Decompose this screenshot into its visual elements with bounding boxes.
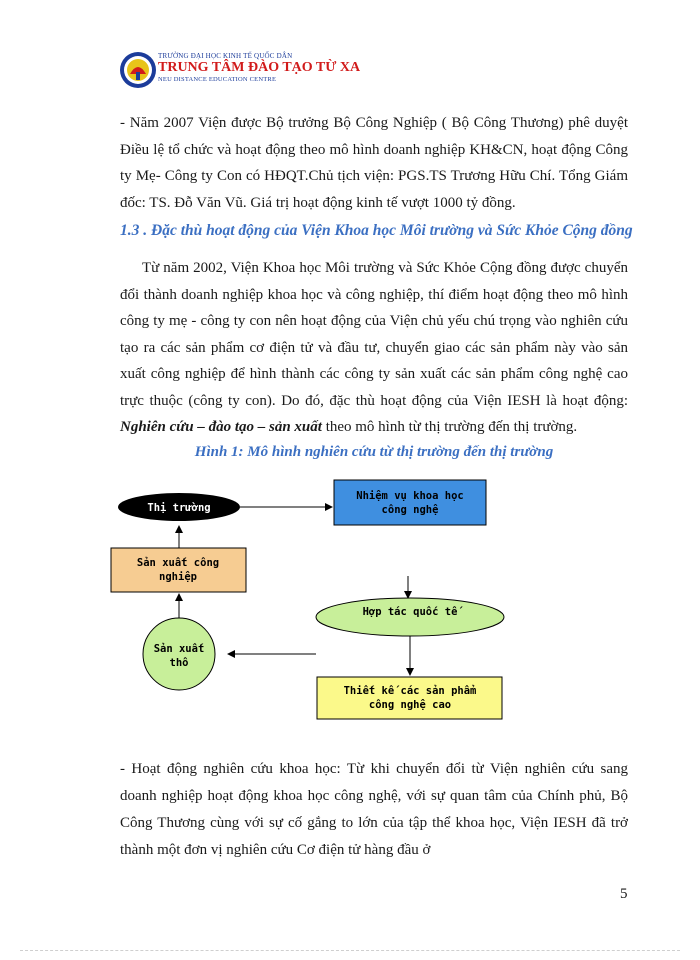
paragraph-tail: theo mô hình từ thị trường đến thị trường. — [321, 419, 578, 435]
node-task-line1: Nhiệm vụ khoa học — [356, 490, 464, 502]
centre-name-en: NEU DISTANCE EDUCATION CENTRE — [158, 76, 277, 83]
node-market-label: Thị trường — [147, 502, 211, 514]
node-science-task — [334, 480, 486, 525]
node-high-tech-design — [317, 677, 502, 719]
paragraph-2007: - Năm 2007 Viện được Bộ trưởng Bộ Công Nghiệp ( Bộ Công Thương) phê duyệt Điều lệ tổ chức và hoạt động theo mô hình doanh nghiệp KH&CN, hoạt động Công ty Mẹ- Công ty Con có HĐQT.Chủ tịch viện: PGS.TS Trương Hữu Chí. Tổng Giám đốc: TS. Đỗ Văn Vũ. Giá trị hoạt động kinh tế vượt 1000 tỷ đồng. — [120, 115, 628, 211]
node-industrial-production — [111, 548, 246, 592]
emphasis-text: Nghiên cứu – đào tạo – sản xuất — [120, 419, 322, 435]
school-emblem-icon — [118, 50, 158, 90]
node-task-line2: công nghệ — [381, 504, 439, 516]
section-heading: 1.3 . Đặc thù hoạt động của Viện Khoa học Môi trường và Sức Khỏe Cộng đồng — [120, 222, 633, 239]
page-number: 5 — [620, 886, 628, 902]
figure-caption: Hình 1: Mô hình nghiên cứu từ thị trường đến thị trường — [194, 444, 554, 460]
node-industry-line2: nghiệp — [159, 571, 197, 583]
school-name: TRƯỜNG ĐẠI HỌC KINH TẾ QUỐC DÂN — [158, 52, 293, 60]
node-industry-line1: Sản xuất công — [136, 557, 220, 569]
logo-text — [158, 52, 360, 83]
footer-divider — [20, 950, 680, 951]
market-model-diagram — [80, 470, 640, 740]
paragraph-text: Từ năm 2002, Viện Khoa học Môi trường và Sức Khỏe Cộng đồng được chuyển đổi thành doanh nghiệp khoa học và công nghiệp, thí điểm hoạt động theo mô hình công ty mẹ - công ty con nên hoạt động của Viện chủ yếu chú trọng vào nghiên cứu tạo ra các sản phẩm cơ điện tử và đầu tư, chuyển giao các sản phẩm này vào sản xuất công nghiệp để hình thành các công ty sản xuất các sản phẩm công nghệ cao trực thuộc (công ty con). Do đó, đặc thù hoạt động của Viện IESH là hoạt động: — [120, 260, 628, 409]
node-coop-label: Hợp tác quốc tế — [362, 606, 458, 618]
node-design-line1: Thiết kế các sản phẩm — [343, 685, 477, 697]
node-raw-line2: thô — [169, 657, 189, 669]
centre-name: TRUNG TÂM ĐÀO TẠO TỪ XA — [158, 60, 361, 75]
paragraph-research: - Hoạt động nghiên cứu khoa học: Từ khi chuyển đổi từ Viện nghiên cứu sang doanh nghiệp hoạt động khoa học công nghệ, với sự quan tâm của Chính phủ, Bộ Công Thương cùng với sự cố gắng to lớn của tập thể khoa học, Viện IESH đã trở thành một đơn vị nghiên cứu Cơ điện tử hàng đầu ở — [120, 761, 628, 858]
node-design-line2: công nghệ cao — [368, 699, 452, 711]
paragraph-characteristics — [120, 255, 628, 441]
node-raw-line1: Sản xuất — [153, 643, 205, 655]
